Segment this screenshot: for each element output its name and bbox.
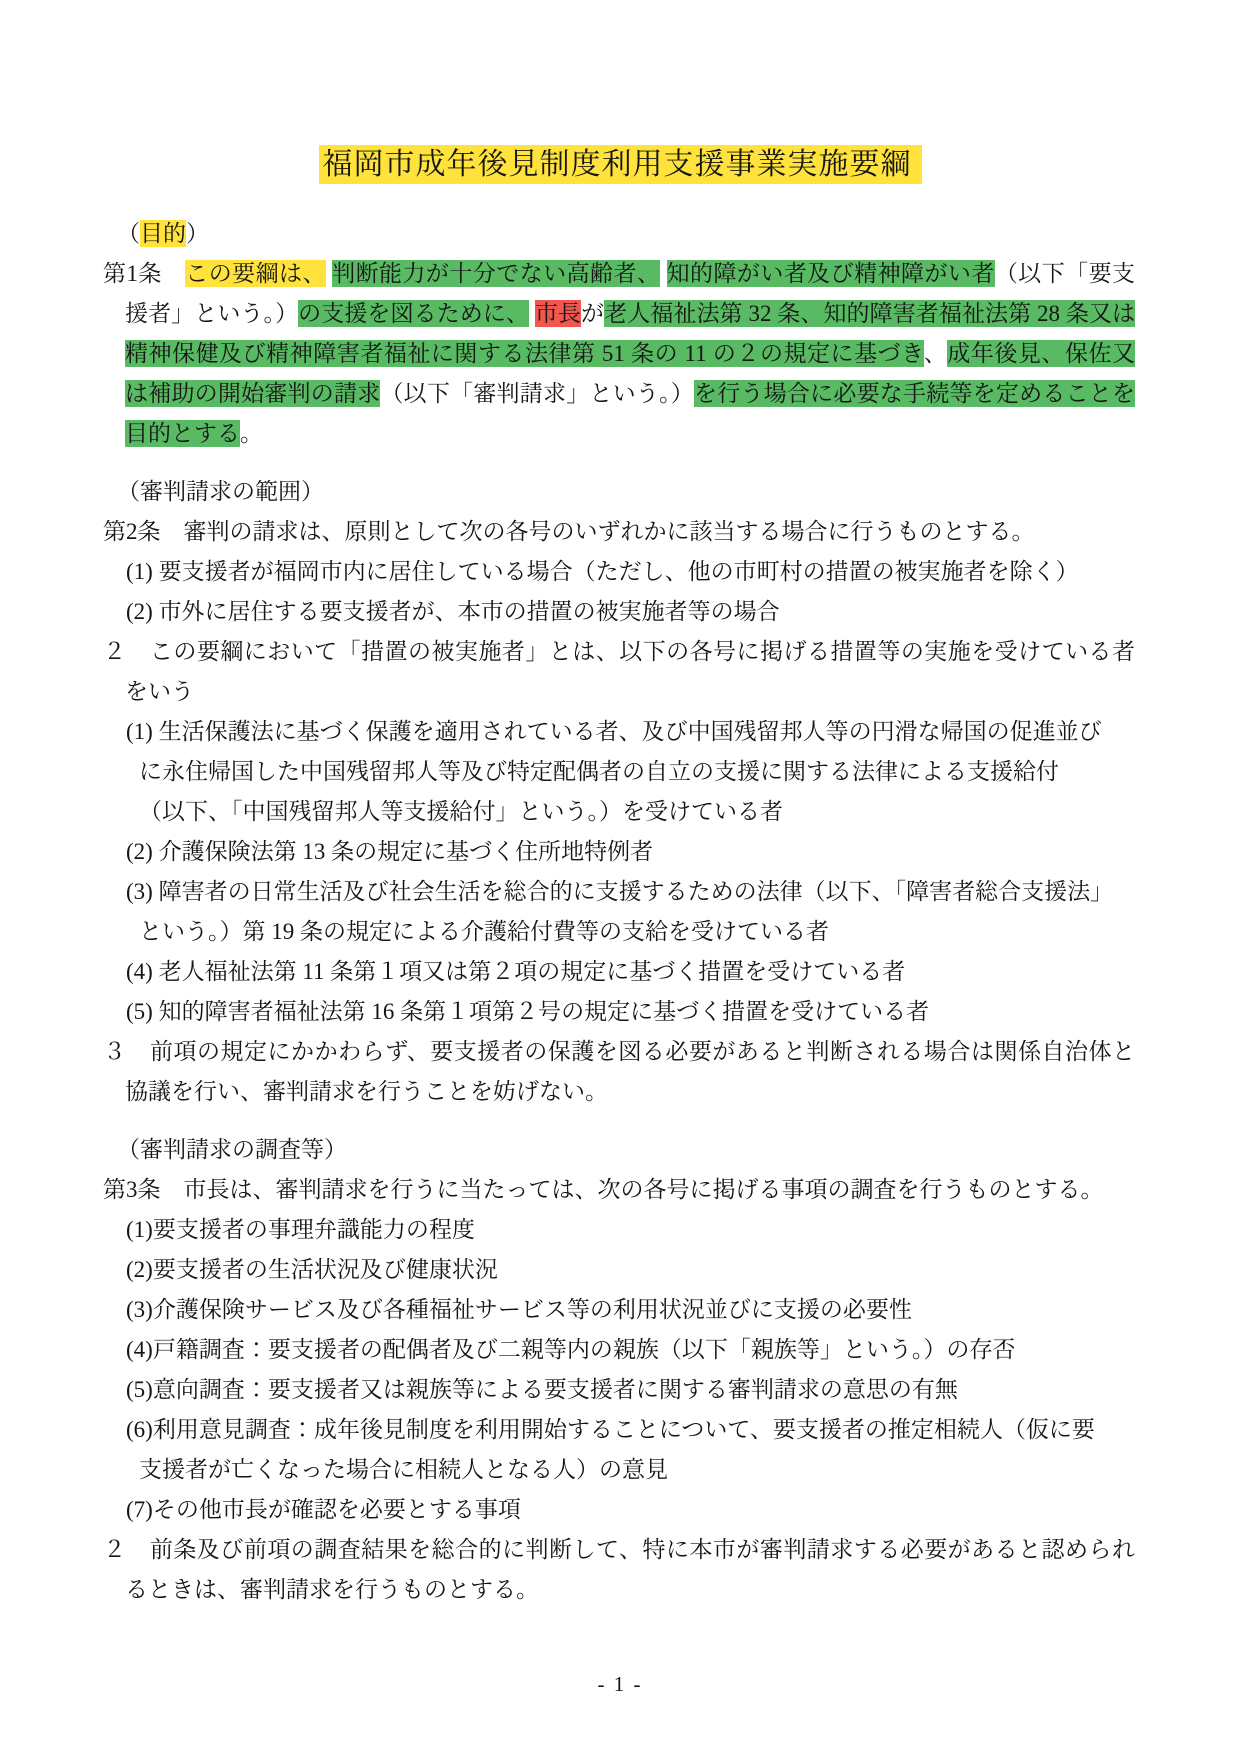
list-item	[103, 1210, 1135, 1250]
text-segment: 。	[240, 421, 263, 446]
text-segment: (4) 老人福祉法第 11 条第１項又は第２項の規定に基づく措置を受けている者	[126, 959, 906, 984]
page-number: - 1 -	[597, 1672, 643, 1696]
text-segment: (1) 生活保護法に基づく保護を適用されている者、及び中国残留邦人等の円滑な帰国の促進並び	[126, 719, 1102, 744]
spacer	[103, 454, 1135, 472]
highlight-green-segment: を行う場合に必要な手続等を定めることを目的とする	[125, 381, 1136, 446]
text-segment: (1) 要支援者が福岡市内に居住している場合（ただし、他の市町村の措置の被実施者を除く）	[126, 559, 1079, 584]
highlight-green-segment: 成年後見、保佐又は補助の開始審判の請求	[125, 341, 1136, 406]
section-heading	[117, 1130, 1135, 1170]
list-item	[103, 832, 1135, 872]
text-segment: ２ 前条及び前項の調査結果を総合的に判断して、特に本市が審判請求する必要があると認められるときは、審判請求を行うものとする。	[103, 1537, 1135, 1602]
text-segment: （以下「審判請求」という。）	[380, 381, 695, 406]
spacer	[103, 1112, 1135, 1130]
highlight-yellow-segment: 目的	[140, 221, 186, 246]
text-segment: (1)要支援者の事理弁識能力の程度	[126, 1217, 475, 1242]
list-item	[103, 1370, 1135, 1410]
text-segment: (5)意向調査：要支援者又は親族等による要支援者に関する審判請求の意思の有無	[126, 1377, 958, 1402]
paragraph	[103, 254, 1135, 454]
text-segment: （以下、「中国残留邦人等支援給付」という。）を受けている者	[139, 799, 783, 824]
text-segment	[660, 261, 666, 286]
text-segment: （	[117, 221, 140, 246]
text-segment: 支援者が亡くなった場合に相続人となる人）の意見	[139, 1457, 668, 1482]
text-segment: (5) 知的障害者福祉法第 16 条第１項第２号の規定に基づく措置を受けている者	[126, 999, 930, 1024]
highlight-green-segment: 判断能力が十分でない高齢者、	[332, 261, 661, 286]
text-segment: 、	[923, 341, 948, 366]
list-item	[103, 1290, 1135, 1330]
highlight-green-segment: の支援を図るために、	[298, 301, 530, 326]
text-segment: 第2条 審判の請求は、原則として次の各号のいずれかに該当する場合に行うものとする。	[103, 519, 1035, 544]
list-item	[103, 1410, 1135, 1490]
text-segment: （以下「要支援者」という。）	[125, 261, 1136, 326]
list-item	[103, 1250, 1135, 1290]
paragraph	[103, 512, 1135, 552]
highlight-red-segment: 市長	[534, 301, 582, 326]
text-segment: ２ この要綱において「措置の被実施者」とは、以下の各号に掲げる措置等の実施を受けている者をいう	[103, 639, 1135, 704]
text-segment: （審判請求の調査等）	[117, 1137, 347, 1162]
text-segment: (6)利用意見調査：成年後見制度を利用開始することについて、要支援者の推定相続人（仮に要	[126, 1417, 1095, 1442]
list-item	[103, 1490, 1135, 1530]
list-item	[103, 1330, 1135, 1370]
text-segment: ３ 前項の規定にかかわらず、要支援者の保護を図る必要があると判断される場合は関係自治体と協議を行い、審判請求を行うことを妨げない。	[103, 1039, 1135, 1104]
text-segment: (4)戸籍調査：要支援者の配偶者及び二親等内の親族（以下「親族等」という。）の存否	[126, 1337, 1016, 1362]
highlight-green-segment: 老人福祉法第 32 条、知的障害者福祉法第 28 条又は精神保健及び精神障害者福祉に関する法律第 51 条の 11 の２の規定に基づき	[125, 301, 1136, 366]
text-segment: (2) 介護保険法第 13 条の規定に基づく住所地特例者	[126, 839, 654, 864]
highlight-green-segment: 知的障がい者及び精神障がい者	[666, 261, 995, 286]
list-item	[103, 872, 1135, 952]
list-item	[103, 712, 1135, 832]
text-segment: (3) 障害者の日常生活及び社会生活を総合的に支援するための法律（以下、「障害者総合支援法」	[126, 879, 1114, 904]
list-item	[103, 552, 1135, 592]
text-segment: という。）第 19 条の規定による介護給付費等の支給を受けている者	[139, 919, 829, 944]
section-heading	[117, 472, 1135, 512]
list-item	[103, 952, 1135, 992]
paragraph	[103, 632, 1135, 712]
text-segment: 第3条 市長は、審判請求を行うに当たっては、次の各号に掲げる事項の調査を行うものとする。	[103, 1177, 1104, 1202]
section-heading	[117, 214, 1135, 254]
highlight-yellow-segment: この要綱は、	[185, 261, 326, 286]
text-segment: (3)介護保険サービス及び各種福祉サービス等の利用状況並びに支援の必要性	[126, 1297, 912, 1322]
text-segment: (7)その他市長が確認を必要とする事項	[126, 1497, 521, 1522]
text-segment: に永住帰国した中国残留邦人等及び特定配偶者の自立の支援に関する法律による支援給付	[139, 759, 1059, 784]
text-segment: 第1条	[103, 261, 186, 286]
document-body	[103, 214, 1135, 1610]
paragraph	[103, 1032, 1135, 1112]
text-segment: が	[581, 301, 605, 326]
text-segment: （審判請求の範囲）	[117, 479, 324, 504]
page-title	[0, 0, 1240, 188]
text-segment: (2)要支援者の生活状況及び健康状況	[126, 1257, 498, 1282]
list-item	[103, 992, 1135, 1032]
title-highlight: 福岡市成年後見制度利用支援事業実施要綱	[319, 145, 922, 184]
paragraph	[103, 1170, 1135, 1210]
text-segment	[529, 301, 535, 326]
text-segment: (2) 市外に居住する要支援者が、本市の措置の被実施者等の場合	[126, 599, 780, 624]
list-item	[103, 592, 1135, 632]
paragraph	[103, 1530, 1135, 1610]
text-segment: ）	[186, 221, 209, 246]
